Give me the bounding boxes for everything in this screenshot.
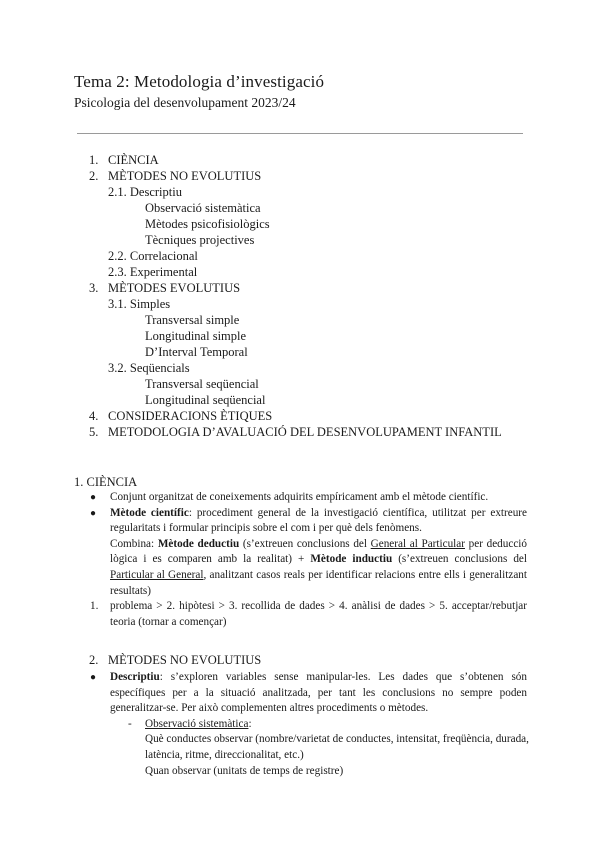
toc-label: Observació sistemàtica <box>145 201 261 215</box>
toc-item <box>0 168 600 184</box>
toc-item <box>0 152 600 168</box>
table-of-contents <box>0 152 600 440</box>
toc-label: CIÈNCIA <box>108 153 159 167</box>
toc-item <box>0 280 600 296</box>
text-line: específiques per a la situació analitzada, per tant les conclusions no sempre poden <box>110 686 527 699</box>
text-line: regularitats i formular principis sobre el com i per què dels fenòmens. <box>110 522 422 535</box>
text-line: latència, ritme, direccionalitat, etc.) <box>145 748 304 761</box>
list-item <box>110 670 527 717</box>
toc-item <box>0 424 600 440</box>
text-line <box>110 568 527 584</box>
toc-subsubitem <box>0 232 600 248</box>
dash-marker: - <box>128 717 132 730</box>
document-subtitle: Psicologia del desenvolupament 2023/24 <box>74 95 296 110</box>
toc-subsubitem <box>0 328 600 344</box>
toc-label: MÈTODES EVOLUTIUS <box>108 281 241 295</box>
toc-number: 4. <box>89 409 99 423</box>
text-span: lògica i es comparen amb la realitat) + <box>110 553 311 566</box>
toc-label: 3.2. Seqüencials <box>108 361 190 375</box>
toc-subsubitem <box>0 344 600 360</box>
text-span: (s’extreuen conclusions del <box>239 537 371 550</box>
text-span: : <box>248 717 252 730</box>
toc-subitem <box>0 296 600 312</box>
text-line <box>110 552 527 568</box>
toc-subitem <box>0 248 600 264</box>
section-number: 2. <box>89 653 99 667</box>
text-line: resultats) <box>110 584 152 597</box>
text-span: : s’exploren variables sense manipular-les. Les dades que s’obtenen són <box>159 671 527 683</box>
toc-subsubitem <box>0 376 600 392</box>
text-line: teoria (tornar a començar) <box>110 615 227 628</box>
list-item <box>110 506 527 600</box>
text-line: generalitzar-se. Per això complementen altres procediments o mètodes. <box>110 702 429 715</box>
text-span: per deducció <box>464 537 527 550</box>
toc-label: CONSIDERACIONS ÈTIQUES <box>108 409 273 423</box>
toc-number: 3. <box>89 281 99 295</box>
toc-label: Longitudinal simple <box>145 329 247 343</box>
underlined-term: General al Particular <box>370 537 465 550</box>
bullet-icon: ● <box>90 507 97 519</box>
section-heading: MÈTODES NO EVOLUTIUS <box>108 653 262 667</box>
list-item <box>145 717 527 779</box>
toc-label: D’Interval Temporal <box>145 345 248 359</box>
toc-number: 1. <box>89 153 99 167</box>
toc-item <box>0 408 600 424</box>
toc-label: Mètodes psicofisiològics <box>145 217 270 231</box>
underlined-term: Observació sistemàtica <box>145 717 249 730</box>
toc-number: 5. <box>89 425 99 439</box>
text-span: Combina: <box>110 537 158 550</box>
text-line: Quan observar (unitats de temps de registre) <box>145 764 344 777</box>
text-span: , analitzant casos reals per identificar relacions entre ells i generalitzant <box>203 568 527 581</box>
toc-subsubitem <box>0 312 600 328</box>
text-line: problema > 2. hipòtesi > 3. recollida de dades > 4. anàlisi de dades > 5. acceptar/rebutjar <box>110 600 527 612</box>
toc-label: Transversal simple <box>145 313 240 327</box>
toc-label: METODOLOGIA D’AVALUACIÓ DEL DESENVOLUPAMENT INFANTIL <box>108 425 502 439</box>
bold-term: Mètode científic <box>110 506 189 519</box>
toc-label: 2.2. Correlacional <box>108 249 198 263</box>
toc-subitem <box>0 360 600 376</box>
toc-subsubitem <box>0 392 600 408</box>
horizontal-divider <box>77 133 523 134</box>
toc-subsubitem <box>0 216 600 232</box>
bullet-icon: ● <box>90 672 97 683</box>
text-line <box>110 506 527 522</box>
list-item <box>110 599 527 630</box>
bold-term: Mètode deductiu <box>157 537 240 550</box>
toc-subitem <box>0 184 600 200</box>
bullet-icon: ● <box>90 492 97 503</box>
toc-label: Transversal seqüencial <box>145 377 259 391</box>
underlined-term: Particular al General <box>110 568 204 581</box>
list-number: 1. <box>90 600 99 612</box>
list-item <box>110 490 527 506</box>
toc-label: 3.1. Simples <box>108 297 171 311</box>
toc-label: 2.1. Descriptiu <box>108 185 182 199</box>
toc-number: 2. <box>89 169 99 183</box>
text-line <box>145 717 527 733</box>
toc-subsubitem <box>0 200 600 216</box>
toc-label: MÈTODES NO EVOLUTIUS <box>108 169 262 183</box>
bullet-text: Conjunt organitzat de coneixements adquirits empíricament amb el mètode científic. <box>110 491 489 503</box>
bold-term: Mètode inductiu <box>310 553 393 566</box>
text-span: : procediment general de la investigació científica, utilitzat per extreure <box>188 506 527 519</box>
text-line <box>110 670 527 686</box>
section-heading: 1. CIÈNCIA <box>74 475 138 489</box>
text-line: Què conductes observar (nombre/varietat de conductes, intensitat, freqüència, durada, <box>145 733 529 746</box>
document-title: Tema 2: Metodologia d’investigació <box>74 72 325 91</box>
text-span: (s’extreuen conclusions del <box>392 553 528 566</box>
text-line <box>110 537 527 553</box>
toc-label: Tècniques projectives <box>145 233 255 247</box>
toc-subitem <box>0 264 600 280</box>
bold-term: Descriptiu <box>110 671 160 683</box>
toc-label: Longitudinal seqüencial <box>145 393 266 407</box>
toc-label: 2.3. Experimental <box>108 265 198 279</box>
